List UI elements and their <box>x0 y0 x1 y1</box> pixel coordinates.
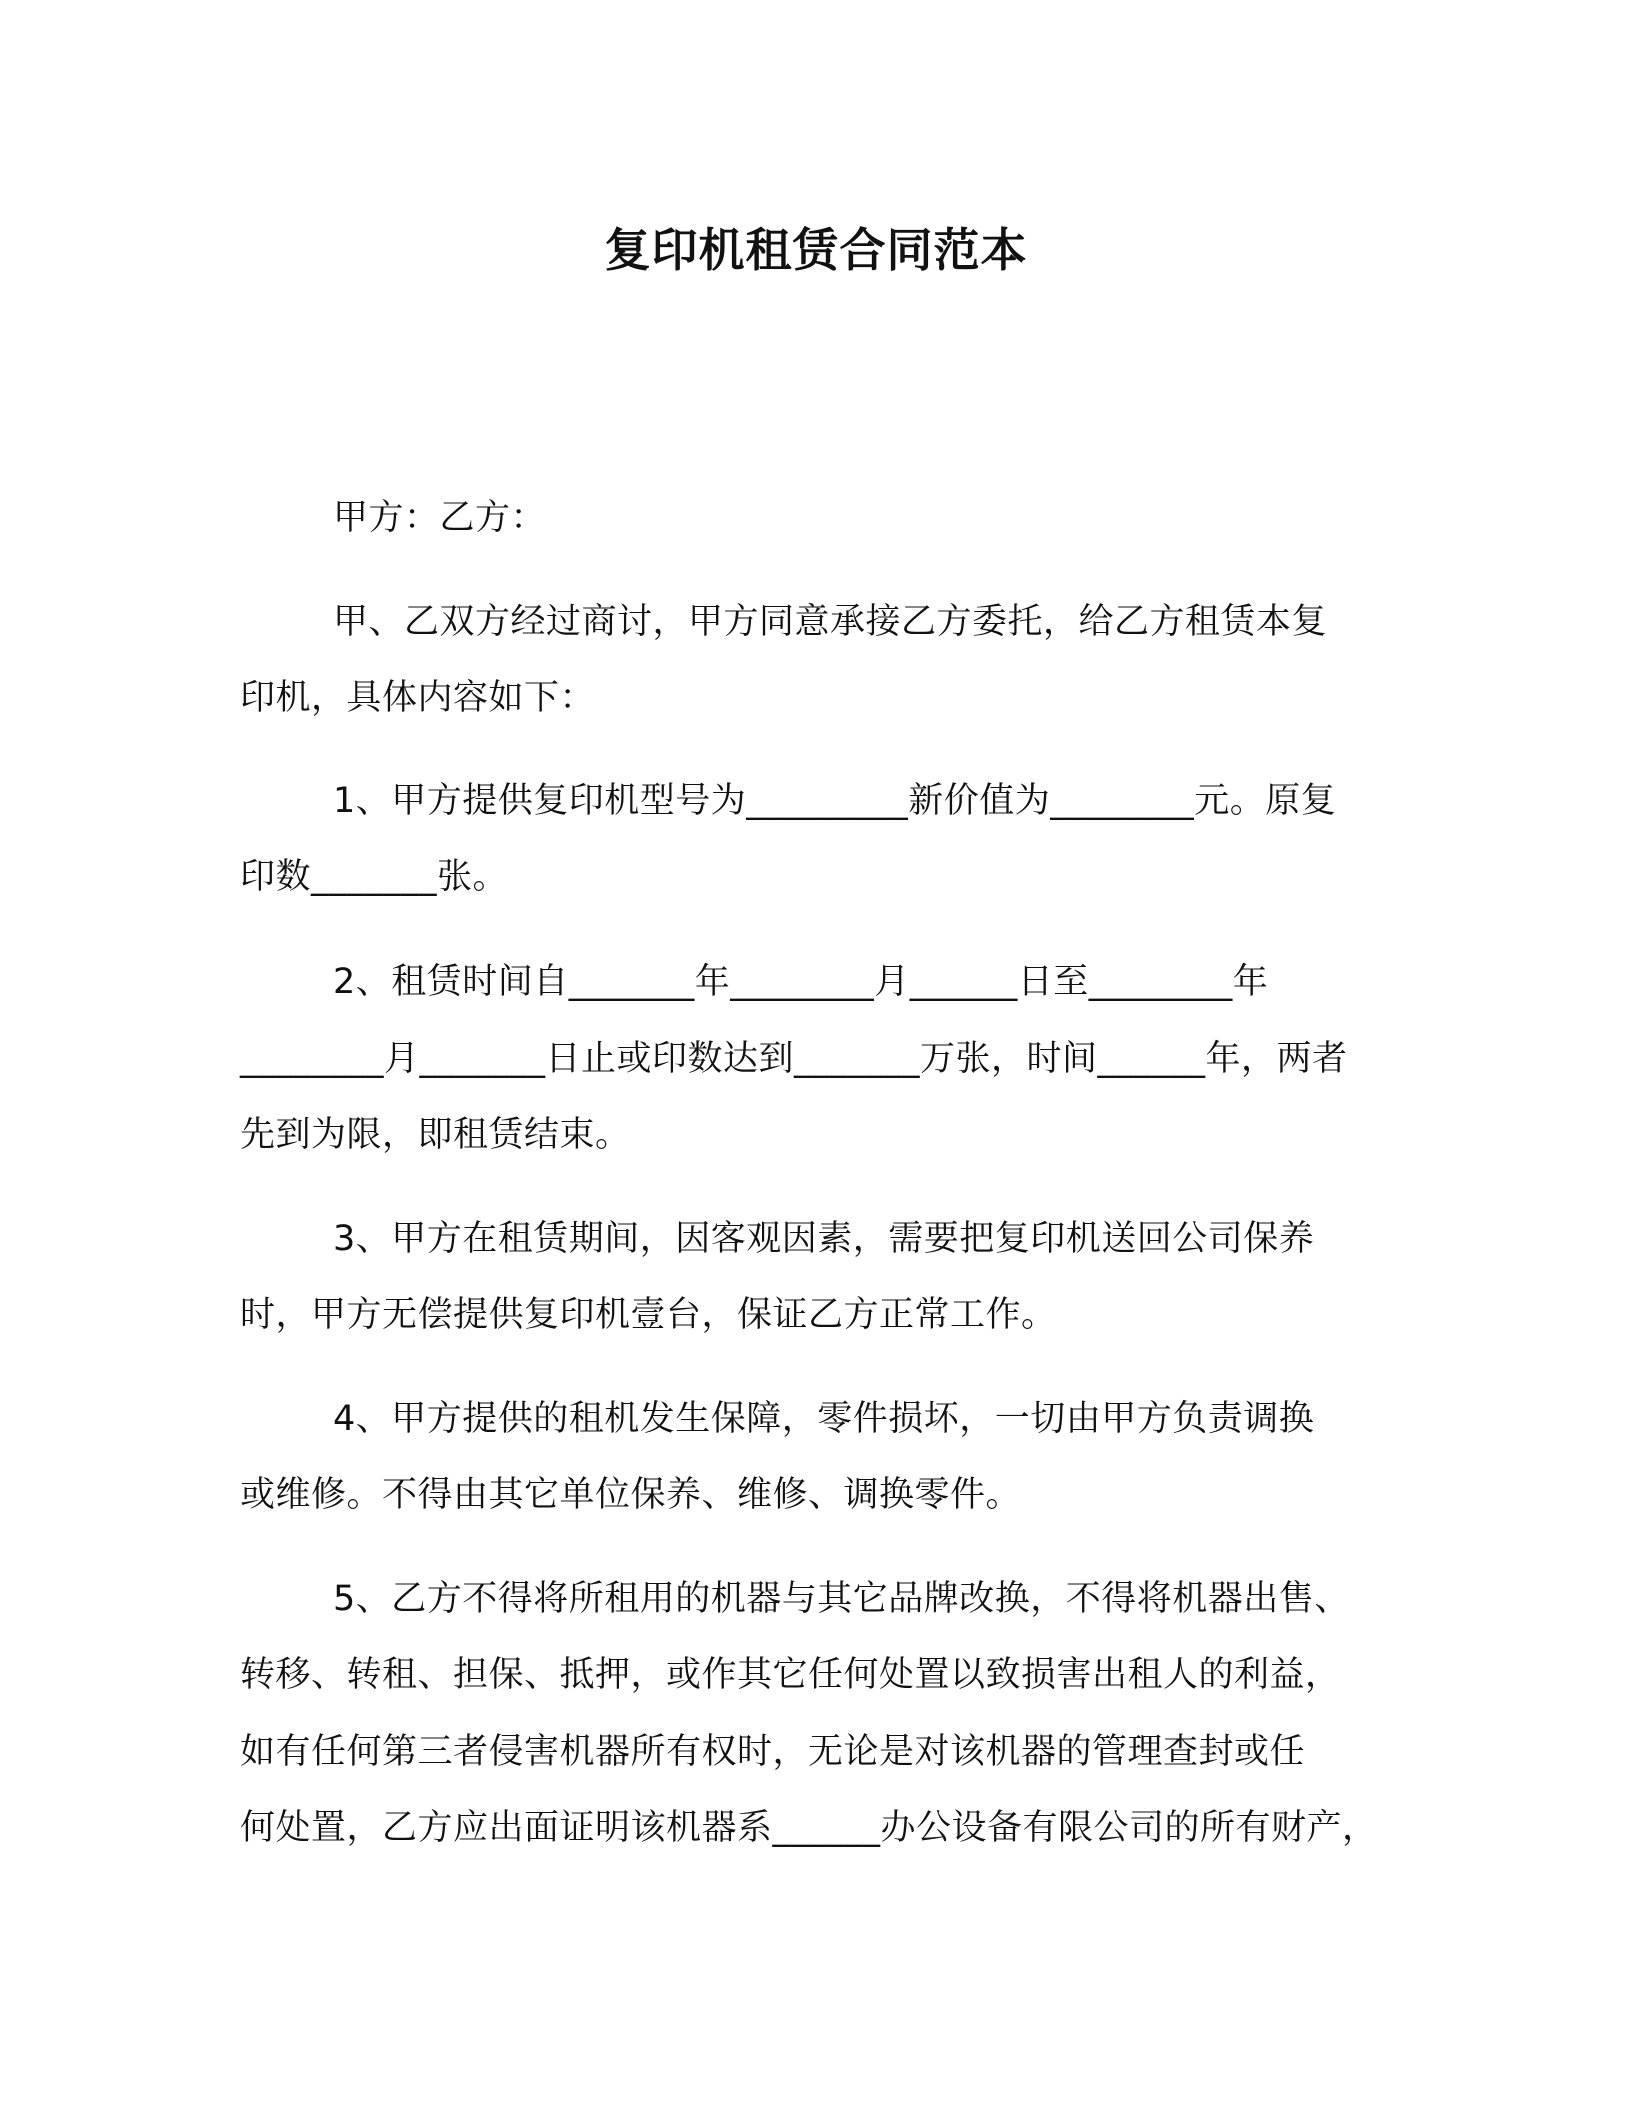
item5-line-3: 如有任何第三者侵害机器所有权时，无论是对该机器的管理查封或任 <box>240 1732 1306 1772</box>
item4-line-2: 或维修。不得由其它单位保养、维修、调换零件。 <box>240 1475 1022 1515</box>
item3-line-1: 3、甲方在租赁期间，因客观因素，需要把复印机送回公司保养 <box>333 1219 1315 1259</box>
item4-line-1: 4、甲方提供的租机发生保障，零件损坏，一切由甲方负责调换 <box>333 1399 1315 1439</box>
intro-line-1: 甲、乙双方经过商讨，甲方同意承接乙方委托，给乙方租赁本复 <box>333 602 1328 642</box>
item2-line-2: ________月_______日止或印数达到_______万张，时间______年，两者 <box>240 1039 1348 1079</box>
intro-line-2: 印机，具体内容如下： <box>240 678 596 718</box>
item1-line-1: 1、甲方提供复印机型号为_________新价值为________元。原复 <box>333 781 1337 821</box>
parties-line: 甲方：乙方： <box>333 498 547 538</box>
item2-line-3: 先到为限，即租赁结束。 <box>240 1115 631 1155</box>
item1-line-2: 印数_______张。 <box>240 857 509 897</box>
document-title: 复印机租赁合同范本 <box>604 223 1028 277</box>
item5-line-4: 何处置，乙方应出面证明该机器系______办公设备有限公司的所有财产， <box>240 1808 1378 1848</box>
item2-line-1: 2、租赁时间自_______年________月______日至________年 <box>333 962 1269 1002</box>
item5-line-1: 5、乙方不得将所租用的机器与其它品牌改换，不得将机器出售、 <box>333 1579 1350 1619</box>
item5-line-2: 转移、转租、担保、抵押，或作其它任何处置以致损害出租人的利益， <box>240 1655 1341 1695</box>
item3-line-2: 时，甲方无偿提供复印机壹台，保证乙方正常工作。 <box>240 1295 1057 1335</box>
